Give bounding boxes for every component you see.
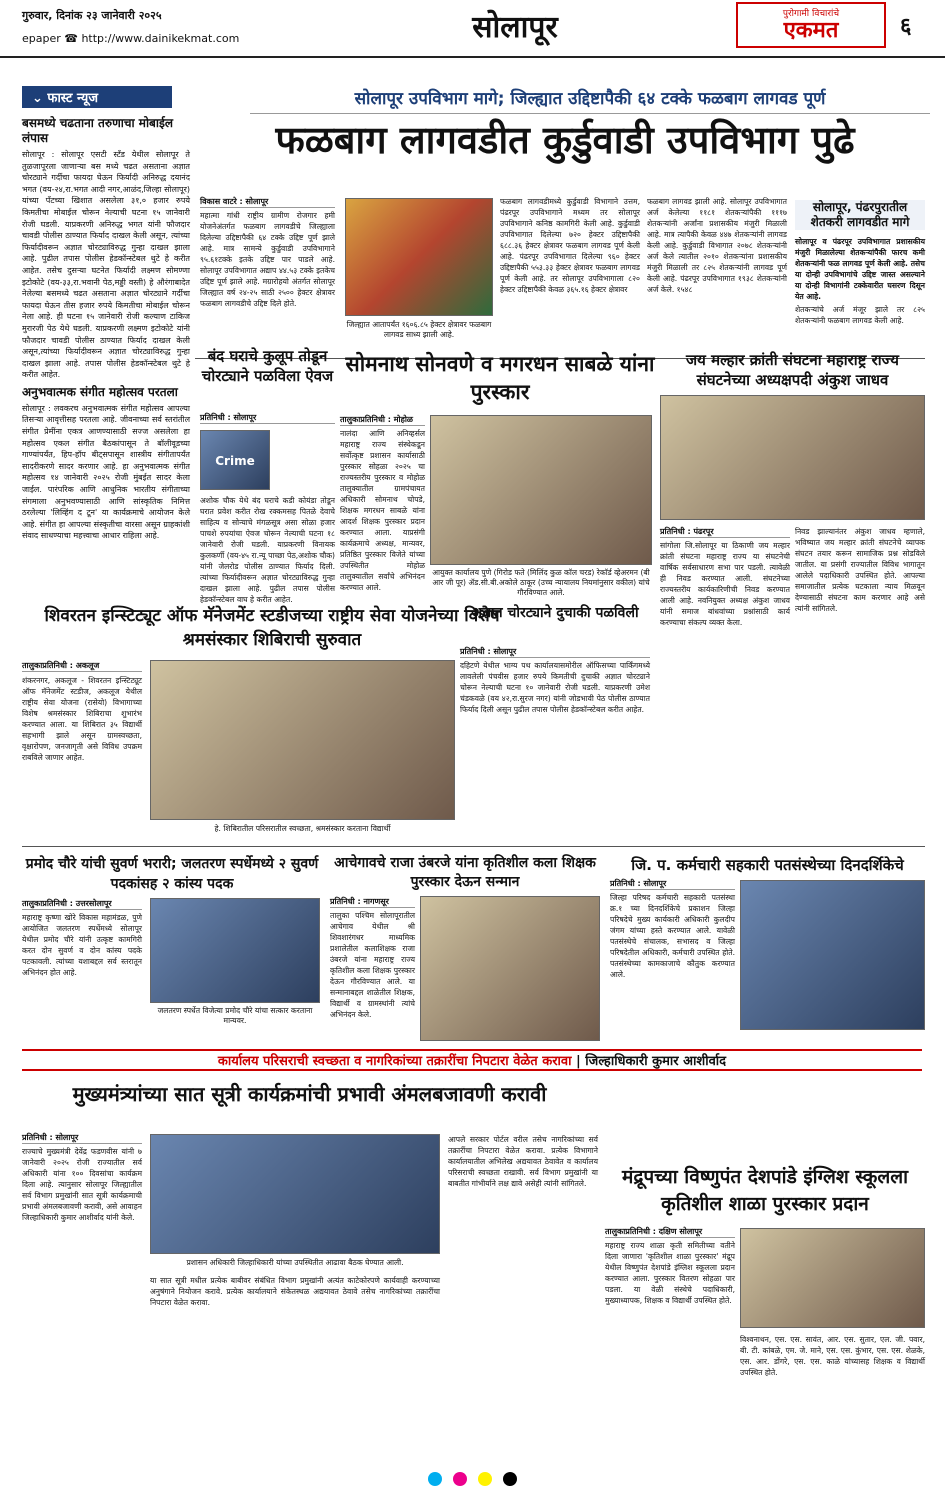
divider (22, 846, 925, 847)
award-photo (430, 415, 652, 565)
burglary-text: अशोक चौक येथे बंद घराचे कडी कोयंडा तोडून घरात प्रवेश करीत रोख रक्कमसह पितळे देवाचे साहित्य व सोन्याचे मंगळसूत्र असा सोळा हजार पाचशे रुपयांचा ऐवज चोरून नेल्याची घटना १८ जानेवारी रोजी घडली. याप्रकरणी विनायक कुलकर्णी (वय-४५ रा.न्यू पाच्छा पेठ,अशोक चौक) यांनी जेलरोड पोलीस ठाण्यात फिर्याद दिली. त्यांच्या फिर्यादीवरून अज्ञात चोरट्याविरुद्ध गुन्हा दाखल झाला आहे. पुढील तपास पोलीस हेडकॉन्स्टेबल वाघ हे करीत आहेत. (200, 496, 335, 604)
swim-headline: प्रमोद चौरे यांची सुवर्ण भरारी; जलतरण स्पर्धेमध्ये २ सुवर्ण पदकांसह २ कांस्य पदक (25, 856, 319, 892)
swim-text: महाराष्ट्र कृष्णा खोरे विकास महामंडळ, पुणे आयोजित जलतरण स्पर्धेमध्ये सोलापूर येथील प्रमोद चौरे यांनी उत्कृष्ट कामगिरी करत दोन सुवर्ण व दोन कांस्य पदके पटकावली. त्यांच्या यशाबद्दल सर्व स्तरातून अभिनंदन होत आहे. (22, 913, 142, 977)
zp-headline: जि. प. कर्मचारी सहकारी पतसंस्थेच्या दिनदर्शिकेचे (631, 856, 904, 874)
zp-text: जिल्हा परिषद कर्मचारी सहकारी पतसंस्था क्र.१ च्या दिनदर्शिकेचे प्रकाशन जिल्हा परिषदेचे मुख्य कार्यकारी अधिकारी कुलदीप जंगम यांच्या हस्ते करण्यात आले. यावेळी पतसंस्थेचे संचालक, सभासद व जिल्हा परिषदेतील अधिकारी, कर्मचारी उपस्थित होते. पतसंस्थेच्या कामकाजाचे कौतुक करण्यात आले. (610, 893, 735, 979)
news-headline: बसमध्ये चढताना तरुणाचा मोबाईल लंपास (22, 116, 174, 145)
meeting-photo (150, 1134, 440, 1254)
cm-headline: मुख्यमंत्र्यांच्या सात सूत्री कार्यक्रमांची प्रभावी अंमलबजावणी करावी (72, 1082, 547, 1106)
training-photo (150, 660, 455, 820)
award-text: नालंदा आणि अनिव्हर्सल महाराष्ट्र राज्य संस्थेकडून सर्वोत्कृष्ट प्रशासन कार्यासाठी पुरस्कार सोहळा २०२५ चा राज्यस्तरीय पुरस्कार व मोहोळ तालुक्यातील ग्रामपंचायत अधिकारी सोमनाथ चोपडे, शिक्षक मगरधन साबळे यांना आदर्श शिक्षक पुरस्कार प्रदान करण्यात आला. याप्रसंगी कार्यक्रमाचे अध्यक्ष, मान्यवर, प्रतिष्ठित पुरस्कार विजेते यांच्या उपस्थितीत मोहोळ तालुक्यातील सर्वांचे अभिनंदन करण्यात आले. (340, 429, 425, 592)
award-caption: आयुक्त कार्यालय पुणे (गिरोड फते (मिलिंद कुळ कॉल चरड) रेकॉर्ड व्हेअरमन (बी आर जी पूर) ॲड.सी.बी.अकोले ठाकूर (उच्च न्यायालय नियमांनुसार वकील) यांचे गौरविण्यात आले. (432, 568, 650, 597)
news-text: सोलापूर : सोलापूर एसटी स्टँड येथील सोलापूर ते तुळजापूरला जाणाऱ्या बस मध्ये चढत असताना अज्ञात चोरट्याने गर्दीचा फायदा घेऊन फिर्यादी अनिरुद्ध दयानंद भगत (वय-२४,रा.भगत आदी नगर,आळंद,जिल्हा सोलापूर) यांच्या पँटच्या खिशात असलेला ३१,० हजार रुपये किमतीचा मोबाईल चोरून नेल्याची घटना १५ जानेवारी रोजी घडली. याप्रकरणी अनिरुद्ध भगत यांनी फौजदार चावडी पोलीस ठाण्यात फिर्याद दाखल केली असून, त्यांच्या फिर्यादीवरून अज्ञात चोरट्याविरुद्ध गुन्हा दाखल झाला आहे. पुढील तपास पोलीस हेडकॉन्स्टेबल थुटे हे करीत आहेत. तसेच दुसऱ्या घटनेत फिर्यादी लक्ष्मण सोमण्णा इटोकोटे (वय-३३,रा.भवानी पेठ,मड्डी वस्ती) हे औरंगाबादेत नेलेल्या बसमध्ये चढत असताना अज्ञात चोरट्याने गर्दीचा फायदा घेऊन तीस हजार रुपये किमतीचा मोबाईल चोरून नेला आहे. ही घटना १५ जानेवारी रोजी कल्याण टाकिज मुरारजी पेठ येथे घडली. याप्रकरणी लक्ष्मण इटोकोटे यांनी फौजदार चावडी पोलीस ठाण्यात फिर्याद दाखल केली असून,त्यांच्या फिर्यादीवरून अज्ञात चोरट्याविरुद्ध गुन्हा दाखल झाला आहे. तपास पोलीस हेडकॉन्स्टेबल थुटे हे करीत आहेत. (22, 150, 190, 380)
notice-text: कार्यालय परिसराची स्वच्छता व नागरिकांच्या तक्रारींचा निपटारा वेळेत करावा (217, 1054, 572, 1069)
training-byline: तालुकाप्रतिनिधी : अकलूज (22, 660, 142, 672)
brand-tagline: पुरोगामी विचारांचे (782, 9, 840, 19)
theft-headline: अज्ञात चोरट्याने दुचाकी पळविली (471, 605, 639, 621)
training-headline: शिवरतन इन्स्टिट्यूट ऑफ मॅनेजमेंट स्टडीजच्या राष्ट्रीय सेवा योजनेच्या विशेष श्रमसंस्कार शिबिराची सुरुवात (44, 606, 500, 650)
teacher-text: तालुका पश्चिम सोलापूरातील आचेगाव येथील श्री शिवशारंगधर माध्यमिक प्रशालेतील कलाशिक्षक राजा उंबरजे यांना महाराष्ट्र राज्य कृतिशील कला शिक्षक पुरस्कार देऊन गौरविण्यात आले. या सन्मानाबद्दल शाळेतील शिक्षक, विद्यार्थी व ग्रामस्थांनी त्यांचे अभिनंदन केले. (330, 911, 415, 1019)
school-headline: मंद्रूपच्या विष्णुपंत देशपांडे इंग्लिश स्कूलला कृतिशील शाळा पुरस्कार प्रदान (621, 1166, 909, 1215)
zp-byline: प्रतिनिधी : सोलापूर (610, 878, 735, 890)
side-text: शेतकऱ्यांचे अर्ज मंजूर झाले तर ८२५ शेतकऱ्यांनी फळबाग लागवड केली आहे. (795, 305, 925, 325)
page-number: ६ (900, 14, 912, 39)
fast-news-column (22, 112, 190, 597)
news-text: सोलापूर : लवकरच अनुभवात्मक संगीत महोत्सव आपल्या तिसऱ्या आवृत्तीसह परतला आहे. जीवनाच्या सर्व स्तरांतील संगीत प्रेमींना एकत्र आणण्यासाठी सज्ज असलेला हा महोत्सव एकल संगीत बैठकांपासून ते बॉलीवूडच्या गाण्यांपर्यंत, हिप-हॉप बीट्सपासून शास्त्रीय संगीतापर्यंत सादरीकरणे सादर करणार आहे. हा अनुभवात्मक संगीत महोत्सव १४ जानेवारी २०२५ रोजी मुंबईत सादर केला जाईल. पारंपरिक आणि आधुनिक भारतीय संगीताच्या संगमाला अनुभवण्यासाठी आणि सांस्कृतिक निमित्त ठरलेल्या 'लिव्हिंग द टून' या कार्यक्रमाचे आयोजन केले आहे. संगीत हा आपल्या संस्कृतीचा वारसा असून ग्राहकांशी संवाद साधण्याचा महत्त्वाचा आधार राहिला आहे. (22, 403, 190, 541)
jaimalhar-text: सांगोला जि.सोलापूर या ठिकाणी जय मल्हार क्रांती संघटना महाराष्ट्र राज्य या संघटनेची वार्षिक सर्वसाधारण सभा पार पडली. त्यावेळी ही निवड करण्यात आली. संघटनेच्या राज्यस्तरीय कार्यकारिणीची निवड करण्यात आली आहे. नवनियुक्त अध्यक्ष अंकुश जाधव यांनी समाज बांधवांच्या प्रश्नांसाठी कार्य करण्याचा संकल्प व्यक्त केला. (660, 541, 790, 627)
print-marks (0, 1468, 945, 1490)
masthead (0, 0, 945, 58)
lead-column: फळबाग लागवडीमध्ये कुर्डुवाडी विभागाने उत्तम, पंढरपूर उपविभागाने मध्यम तर सोलापूर उपविभागाने कनिष्ठ कामगिरी केली आहे. कुर्डुवाडी उपविभागात दिलेल्या ७२० हेक्टर उद्दिष्टापैकी ६८८.३६ हेक्टर क्षेत्रावर फळबाग लागवड पूर्ण केली आहे. पंढरपूर उपविभागात दिलेल्या ९६० हेक्टर उद्दिष्टापैकी ५५३.३३ हेक्टर क्षेत्रावर फळबाग लागवड पूर्ण केली आहे. तर सोलापूर उपविभागाला ८२० हेक्टर उद्दिष्टापैकी केवळ ३६५.१६ हेक्टर क्षेत्रावर (500, 197, 640, 294)
zp-photo (740, 880, 925, 1030)
school-text: विश्वनाथन, एस. एस. सावंत, आर. एस. सुतार, एल. जी. पवार, बी. टी. कांबळे, एम. जे. माने, एस. एस. कुंभार, एस. एस. शेळके, एस. आर. डोंगरे, एस. एस. काळे यांच्यासह शिक्षक व विद्यार्थी उपस्थित होते. (740, 1335, 925, 1377)
swim-byline: तालुकाप्रतिनिधी : उत्तरसोलापूर (22, 898, 142, 910)
epaper-link[interactable]: epaper ☎ http://www.dainikekmat.com (22, 32, 240, 45)
lead-kicker: सोलापूर उपविभाग मागे; जिल्ह्यात उद्दिष्टापैकी ६४ टक्के फळबाग लागवड पूर्ण (250, 86, 930, 114)
burglary-headline: बंद घराचे कुलूप तोडून चोरट्याने पळविला ऐवज (201, 347, 334, 385)
fast-news-header (22, 86, 172, 108)
jaimalhar-byline: प्रतिनिधी : पंढरपूर (660, 526, 790, 538)
cyan-mark (428, 1472, 442, 1486)
cm-text: आपले सरकार पोर्टल वरील तसेच नागरिकांच्या सर्व तक्रारींचा निपटारा वेळेत करावा. प्रत्येक विभागाने कार्यालयातील अभिलेख अद्ययावत ठेवावेत व कार्यालय परिसराची स्वच्छता राखावी. सर्व विभाग प्रमुखांनी या बाबतीत गांभीर्याने लक्ष द्यावे असेही त्यांनी सांगितले. (448, 1135, 598, 1188)
teacher-photo (420, 896, 600, 1041)
lead-column: फळबाग लागवड झाली आहे. सोलापूर उपविभागात अर्ज केलेल्या ११८१ शेतकऱ्यांपैकी १११७ शेतकऱ्यांनी अर्जांना प्रशासकीय मंजुरी मिळाली आहे. मात्र त्यापैकी केवळ ४४७ शेतकऱ्यांनी लागवड केली आहे. कुर्डुवाडी विभागात २०७८ शेतकऱ्यांनी अर्ज केले त्यातील २०१० शेतकऱ्यांना प्रशासकीय मंजुरी मिळाली तर ८२५ शेतकऱ्यांनी लागवड पूर्ण केली आहे. पंढरपूर उपविभागात १९३८ शेतकऱ्यांनी अर्ज केले. १५४८ (647, 197, 787, 294)
photo-caption: जिल्ह्यात आतापर्यंत १६०६.८५ हेक्टर क्षेत्रावर फळबाग लागवड साध्य झाली आहे. (346, 320, 492, 339)
side-headline: सोलापूर, पंढरपुरातील शेतकरी लागवडीत मागे (795, 200, 925, 230)
school-text: महाराष्ट्र राज्य शाळा कृती समितीच्या वतीने दिला जाणारा 'कृतिशील शाळा पुरस्कार' मंद्रूप येथील विष्णुपंत देशपांडे इंग्लिश स्कूलला प्रदान करण्यात आला. पुरस्कार वितरण सोहळा पार पडला. या वेळी संस्थेचे पदाधिकारी, मुख्याध्यापक, शिक्षक व विद्यार्थी उपस्थित होते. (605, 1241, 735, 1305)
swim-caption: जलतरण स्पर्धेत विजेत्या प्रमोद चौरे यांचा सत्कार करताना मान्यवर. (157, 1006, 313, 1025)
school-byline: तालुकाप्रतिनिधी : दक्षिण सोलापूर (605, 1226, 735, 1238)
award-byline: तालुकाप्रतिनिधी : मोहोळ (340, 414, 425, 426)
jaimalhar-photo (660, 395, 925, 520)
school-photo (740, 1228, 925, 1328)
notice-source: | जिल्हाधिकारी कुमार आशीर्वाद (576, 1054, 727, 1069)
side-intro: सोलापूर व पंढरपूर उपविभागात प्रशासकीय मंजुरी मिळालेल्या शेतकऱ्यांपैकी फारच कमी शेतकऱ्यांनी फळ लागवड पूर्ण केली आहे. तसेच या दोन्ही उपविभागांचे उद्दिष्ट जास्त असल्याने या दोन्ही विभागांनी टक्केवारीत घसरण दिसून येत आहे. (795, 237, 925, 301)
lead-byline: विकास वाटरे : सोलापूर (200, 196, 335, 208)
fruits-photo (345, 198, 493, 316)
jaimalhar-text: निवड झाल्यानंतर अंकुश जाधव म्हणाले, भविष्यात जय मल्हार क्रांती संघटनेचे व्यापक संघटन तयार करून सामाजिक प्रश्न सोडविले जातील. या प्रसंगी राज्यातील विविध भागातून आलेले पदाधिकारी उपस्थित होते. आपल्या समाजातील प्रत्येक घटकाला न्याय मिळवून देण्यासाठी संघटना काम करणार आहे असे त्यांनी सांगितले. (795, 527, 925, 613)
lead-column: महात्मा गांधी राष्ट्रीय ग्रामीण रोजगार हमी योजनेअंतर्गत फळबाग लागवडीचे जिल्ह्याला दिलेल्या उद्दिष्टापैकी ६४ टक्के उद्दिष्ट पूर्ण झाले आहे. मात्र सामन्ये कुर्डुवाडी उपविभागाने ९५.६१टक्के इतके उद्दिष्ट पार पाडले आहे. सोलापूर उपविभागात अद्याप ४४.५३ टक्के इतकेच उद्दिष्ट पूर्ण झाले आहे. मग्रारोहयो अंतर्गत सोलापूर जिल्ह्यात वर्ष २४-२५ साठी २५०० हेक्टर क्षेत्रावर फळबाग लागवडीचे उद्दिष्ट दिले होते. (200, 211, 335, 308)
jaimalhar-headline: जय मल्हार क्रांती संघटना महाराष्ट्र राज्य संघटनेच्या अध्यक्षपदी अंकुश जाधव (686, 351, 899, 389)
news-headline: अनुभवात्मक संगीत महोत्सव परतला (22, 384, 178, 399)
teacher-byline: प्रतिनिधी : नागणसूर (330, 896, 415, 908)
section-title: सोलापूर (472, 10, 558, 45)
cm-caption: प्रशासन अधिकारी जिल्हाधिकारी यांच्या उपस्थितीत आढावा बैठक घेण्यात आली. (186, 1258, 404, 1267)
training-caption: हे. शिबिरातील परिसरातील स्वच्छता, श्रमसंस्कार करताना विद्यार्थी (214, 824, 391, 833)
burglary-byline: प्रतिनिधी : सोलापूर (200, 412, 335, 424)
brand-name: एकमत (783, 18, 839, 43)
award-headline: सोमनाथ सोनवणे व मगरधन साबळे यांना पुरस्कार (345, 352, 655, 404)
fast-news-title: फास्ट न्यूज (47, 91, 98, 106)
theft-byline: प्रतिनिधी : सोलापूर (460, 646, 650, 658)
lead-headline: फळबाग लागवडीत कुर्डुवाडी उपविभाग पुढे (275, 118, 855, 162)
brand-logo (736, 2, 886, 48)
cm-text: राज्याचे मुख्यमंत्री देवेंद्र फडणवीस यांनी ७ जानेवारी २०२५ रोजी राज्यातील सर्व अधिकारी यांना १०० दिवसांचा कार्यक्रम दिला आहे. त्यानुसार सोलापूर जिल्ह्यातील सर्व विभाग प्रमुखांनी सात सूत्री कार्यक्रमाची प्रभावी अंमलबजावणी करावी, असे आवाहन जिल्हाधिकारी कुमार आशीर्वाद यांनी केले. (22, 1147, 142, 1222)
magenta-mark (453, 1472, 467, 1486)
cm-byline: प्रतिनिधी : सोलापूर (22, 1132, 142, 1144)
swim-photo (150, 898, 320, 1003)
issue-date: गुरुवार, दिनांक २३ जानेवारी २०२५ (22, 9, 162, 22)
crime-photo-label: Crime (215, 454, 255, 468)
chevron-down-icon: ⌄ (32, 91, 48, 106)
training-text: शंकरनगर, अकलूज - शिवरतन इन्स्टिट्यूट ऑफ मॅनेजमेंट स्टडीज, अकलूज येथील राष्ट्रीय सेवा योजना (रासेयो) विभागाच्या विशेष श्रमसंस्कार शिबिराचा शुभारंभ करण्यात आला. या शिबिरात ३५ विद्यार्थी सहभागी झाले असून ग्रामस्वच्छता, वृक्षारोपण, जनजागृती असे विविध उपक्रम राबविले जाणार आहेत. (22, 676, 142, 762)
crime-photo (200, 430, 270, 490)
theft-text: दहिटणे येथील भाग्य पथ कार्यालयासमोरील ऑफिसच्या पार्किंगमध्ये लावलेली पंचवीस हजार रुपये किमतीची दुचाकी अज्ञात चोरट्याने चोरून नेल्याची घटना १० जानेवारी रोजी घडली. याप्रकरणी उमेश चंडकवळे (वय ४२,रा.सुरज नगर) यांनी जोडभावी पेठ पोलीस ठाण्यात फिर्याद दिली असून पुढील तपास पोलीस हेडकॉन्स्टेबल करीत आहेत. (460, 661, 650, 714)
collector-notice (22, 1049, 922, 1071)
cm-text: या सात सूत्री मधील प्रत्येक बाबीवर संबंधित विभाग प्रमुखांनी अत्यंत काटेकोरपणे कार्यवाही करण्याच्या अनुषंगाने नियोजन करावे. प्रत्येक कार्यालयाने संकेतस्थळ अद्ययावत ठेवावे तसेच नागरिकांच्या तक्रारींचा निपटारा वेळेत करावा. (150, 1276, 440, 1307)
teacher-headline: आचेगावचे राजा उंबरजे यांना कृतिशील कला शिक्षक पुरस्कार देऊन सन्मान (334, 855, 596, 890)
black-mark (503, 1472, 517, 1486)
yellow-mark (478, 1472, 492, 1486)
